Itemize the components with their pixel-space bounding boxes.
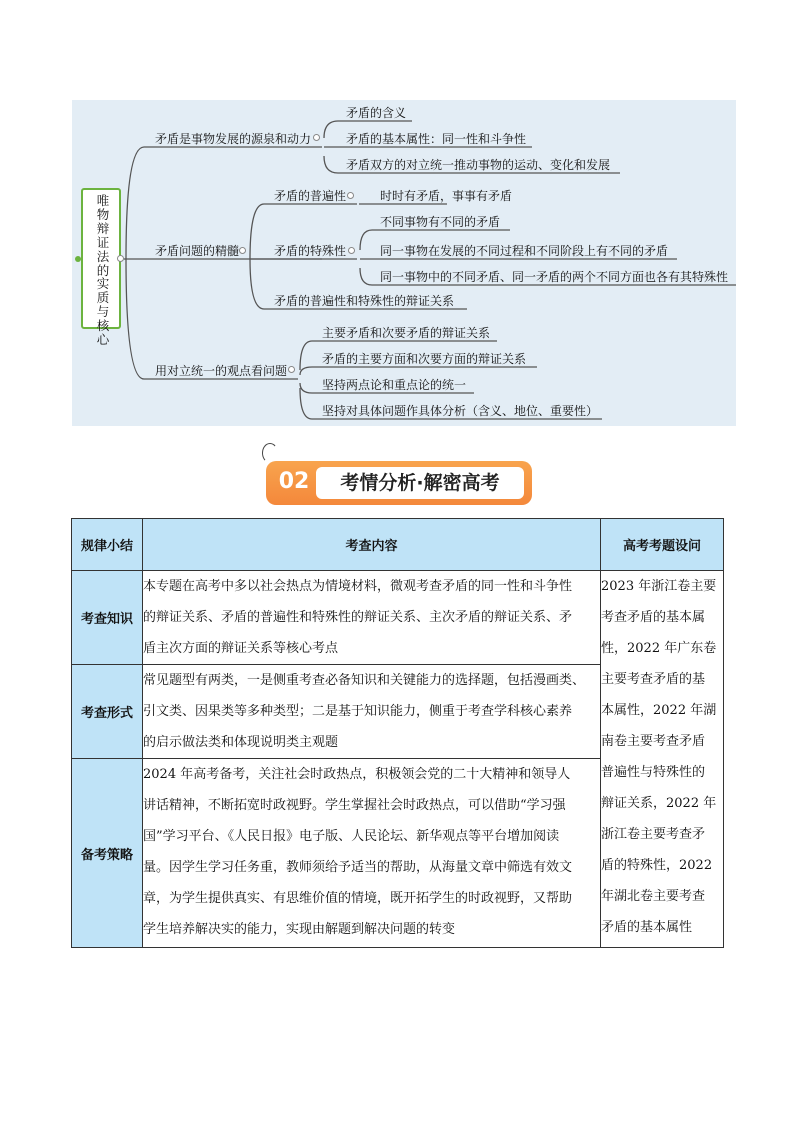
- content-line: 本专题在高考中多以社会热点为情境材料，微观考查矛盾的同一性和斗争性: [143, 579, 573, 594]
- collapse-icon[interactable]: [239, 247, 246, 254]
- mind-map-root: [81, 188, 121, 348]
- collapse-icon[interactable]: [348, 247, 355, 254]
- branch-2-label: 矛盾问题的精髓: [155, 244, 240, 258]
- branch-3-child: 坚持对具体问题作具体分析（含义、地位、重要性）: [322, 404, 599, 418]
- root-label: 唯物辩证法的实质与核心: [96, 193, 110, 348]
- branch-3-child: 主要矛盾和次要矛盾的辩证关系: [322, 326, 491, 340]
- universality-label: 矛盾的普遍性: [274, 189, 347, 203]
- row-label: 考查形式: [72, 665, 143, 759]
- content-line: 引文类、因果类等多种类型；二是基于知识能力，侧重于考查学科核心素养: [143, 704, 573, 719]
- content-line: 的辩证关系、矛盾的普遍性和特殊性的辩证关系、主次矛盾的辩证关系、矛: [143, 610, 573, 625]
- branch-1-child: 矛盾双方的对立统一推动事物的运动、变化和发展: [346, 158, 611, 172]
- branch-1-child: 矛盾的含义: [346, 106, 407, 120]
- content-line: 常见题型有两类，一是侧重考查必备知识和关键能力的选择题，包括漫画类、: [143, 673, 586, 688]
- collapse-icon[interactable]: [347, 192, 354, 199]
- question-line: 性，2022 年广东卷: [601, 641, 717, 656]
- universality-child: 时时有矛盾，事事有矛盾: [380, 189, 513, 203]
- particularity-child: 同一事物在发展的不同过程和不同阶段上有不同的矛盾: [380, 244, 669, 258]
- collapse-icon[interactable]: [313, 134, 320, 141]
- column-header: 考查内容: [143, 519, 601, 571]
- question-line: 2023 年浙江卷主要: [601, 579, 717, 594]
- mind-map: [72, 100, 736, 426]
- question-line: 辩证关系，2022 年: [601, 796, 717, 811]
- question-line: 主要考查矛盾的基: [601, 672, 706, 687]
- branch-1-child: 矛盾的基本属性：同一性和斗争性: [346, 132, 527, 146]
- question-line: 年湖北卷主要考查: [601, 889, 706, 904]
- exam-question-cell: [601, 571, 724, 948]
- particularity-label: 矛盾的特殊性: [274, 244, 347, 258]
- branch-1-label: 矛盾是事物发展的源泉和动力: [155, 132, 312, 146]
- content-line: 学生培养解决实的能力，实现由解题到解决问题的转变: [143, 922, 456, 937]
- particularity-child: 同一事物中的不同矛盾、同一矛盾的两个不同方面也各有其特殊性: [380, 270, 729, 284]
- content-line: 讲话精神，不断拓宽时政视野。学生掌握社会时政热点，可以借助“学习强: [143, 798, 566, 813]
- particularity-child: 不同事物有不同的矛盾: [380, 215, 501, 229]
- table-header-row: [72, 519, 724, 571]
- branch-3-child: 坚持两点论和重点论的统一: [322, 378, 467, 392]
- collapse-icon[interactable]: [117, 255, 124, 262]
- section-banner: [266, 455, 532, 507]
- exam-analysis-table: [71, 518, 724, 948]
- content-line: 盾主次方面的辩证关系等核心考点: [143, 641, 339, 656]
- branch-3-child: 矛盾的主要方面和次要方面的辩证关系: [322, 352, 527, 366]
- relation-label: 矛盾的普遍性和特殊性的辩证关系: [274, 294, 455, 308]
- row-label: 备考策略: [72, 759, 143, 948]
- question-line: 考查矛盾的基本属: [601, 610, 706, 625]
- content-line: 量。因学生学习任务重，教师须给予适当的帮助，从海量文章中筛选有效文: [143, 860, 573, 875]
- row-label: 考查知识: [72, 571, 143, 665]
- section-title: 考情分析·解密高考: [340, 472, 500, 494]
- content-line: 章，为学生提供真实、有思维价值的情境，既开拓学生的时政视野，又帮助: [143, 891, 573, 906]
- collapse-icon[interactable]: [288, 366, 295, 373]
- hook-icon: [262, 443, 278, 463]
- question-line: 盾的特殊性，2022: [601, 858, 713, 873]
- content-line: 的启示做法类和体现说明类主观题: [143, 735, 339, 750]
- row-content: [143, 759, 601, 948]
- question-line: 南卷主要考查矛盾: [601, 734, 706, 749]
- question-line: 本属性，2022 年湖: [601, 703, 717, 718]
- question-line: 矛盾的基本属性: [601, 920, 693, 935]
- row-content: [143, 571, 601, 665]
- content-line: 国”学习平台、《人民日报》电子版、人民论坛、新华观点等平台增加阅读: [143, 829, 560, 844]
- question-line: 普遍性与特殊性的: [601, 765, 706, 780]
- section-number: 02: [278, 469, 310, 494]
- banner-title-box: [316, 467, 524, 499]
- table-row: [72, 571, 724, 665]
- branch-3-label: 用对立统一的观点看问题: [155, 364, 288, 378]
- row-content: [143, 665, 601, 759]
- column-header: 规律小结: [72, 519, 143, 571]
- column-header: 高考考题设问: [601, 519, 724, 571]
- question-line: 浙江卷主要考查矛: [601, 827, 706, 842]
- content-line: 2024 年高考备考，关注社会时政热点，积极领会党的二十大精神和领导人: [143, 767, 571, 782]
